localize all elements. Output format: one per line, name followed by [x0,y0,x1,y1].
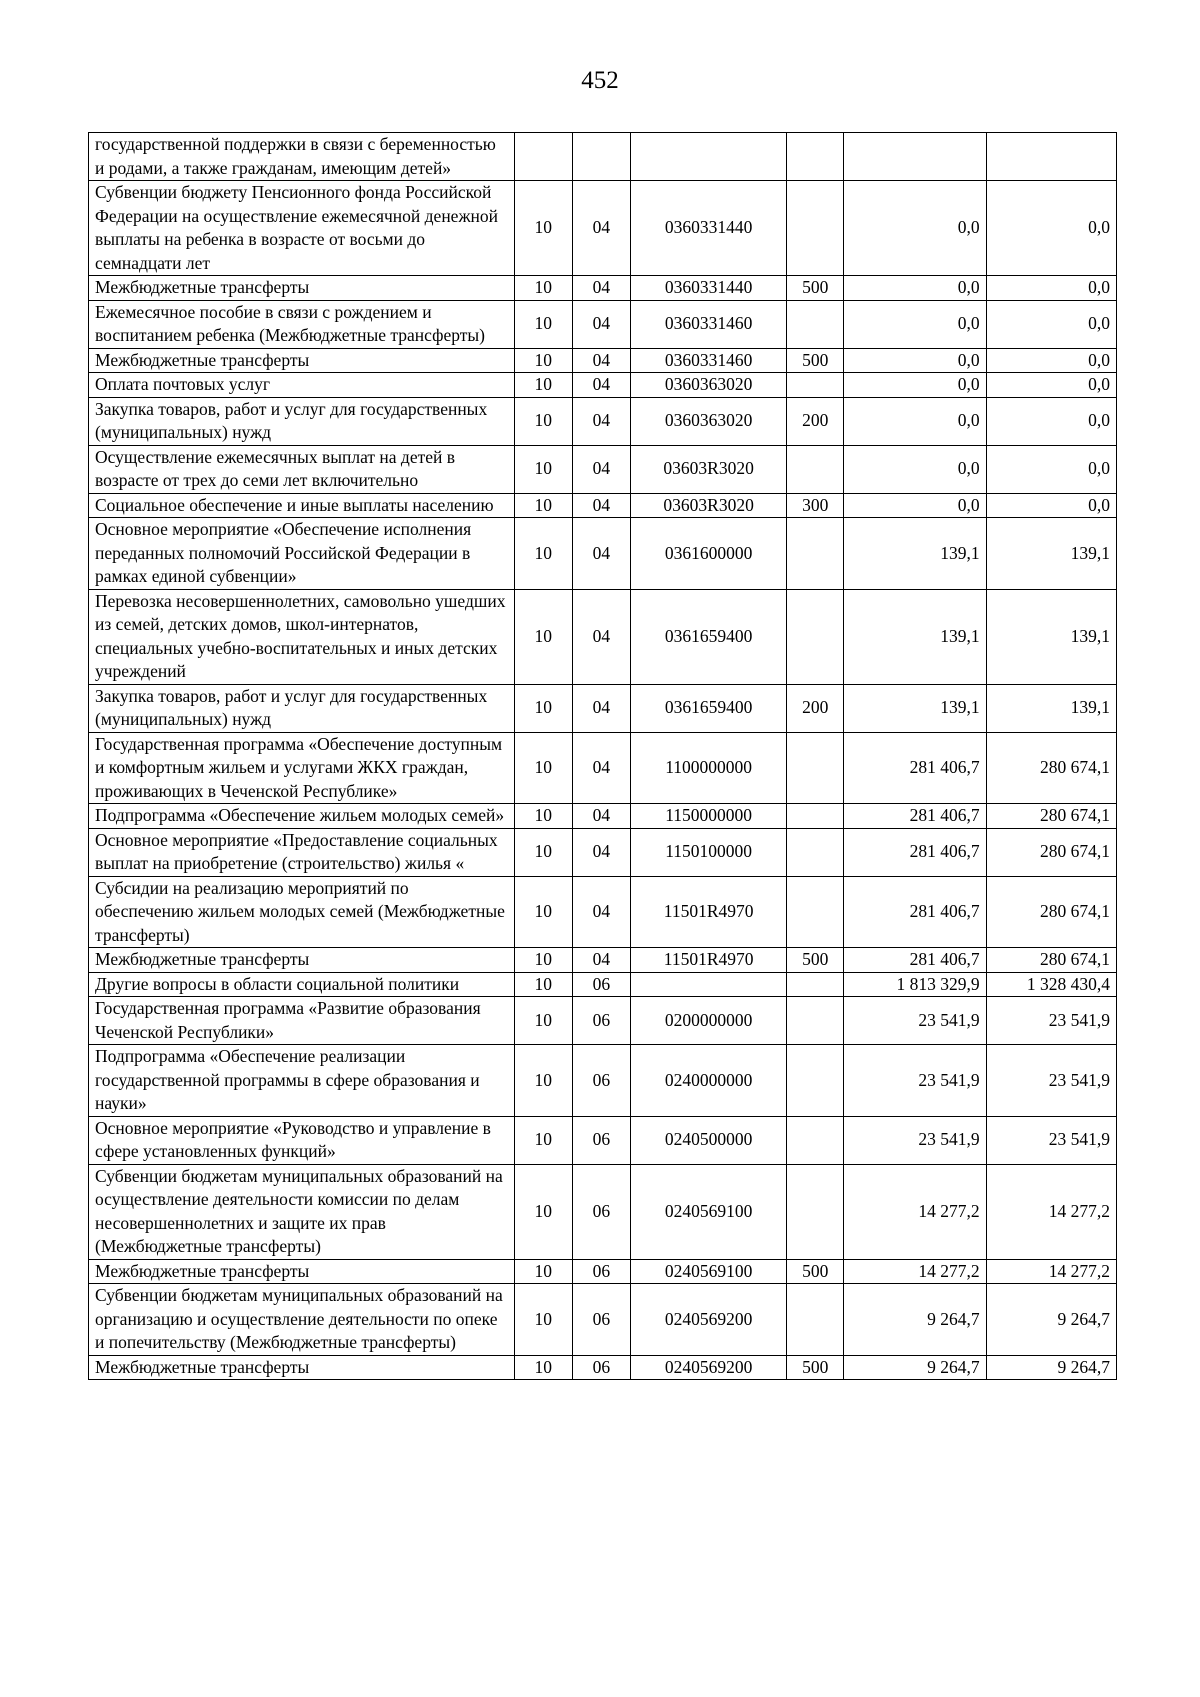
expense-type-code-cell [787,445,844,493]
amount-year-2-cell: 23 541,9 [986,1045,1116,1117]
amount-year-1-cell: 281 406,7 [844,732,986,804]
row-name-cell: Государственная программа «Обеспечение доступным и комфортным жильем и услугами ЖКХ граждан, проживающих в Чеченской Республике» [89,732,515,804]
amount-year-2-cell: 139,1 [986,684,1116,732]
expense-type-code-cell [787,1116,844,1164]
amount-year-1-cell: 14 277,2 [844,1164,986,1259]
expense-type-code-cell [787,373,844,398]
table-row [89,373,1117,398]
target-article-code-cell: 0360363020 [631,397,787,445]
expense-type-code-cell [787,518,844,590]
amount-year-1-cell: 139,1 [844,684,986,732]
section-code-cell: 10 [514,828,572,876]
target-article-code-cell: 0240569100 [631,1164,787,1259]
expense-type-code-cell: 500 [787,948,844,973]
amount-year-1-cell: 281 406,7 [844,948,986,973]
section-code-cell: 10 [514,300,572,348]
row-name-cell: Подпрограмма «Обеспечение реализации государственной программы в сфере образования и науки» [89,1045,515,1117]
row-name-cell: Государственная программа «Развитие образования Чеченской Республики» [89,997,515,1045]
section-code-cell: 10 [514,1116,572,1164]
row-name-cell: государственной поддержки в связи с беременностью и родами, а также гражданам, имеющим детей» [89,133,515,181]
expense-type-code-cell [787,828,844,876]
section-code-cell: 10 [514,397,572,445]
subsection-code-cell: 04 [572,732,630,804]
amount-year-2-cell: 139,1 [986,589,1116,684]
section-code-cell: 10 [514,493,572,518]
subsection-code-cell: 06 [572,1259,630,1284]
table-row [89,1116,1117,1164]
row-name-cell: Субвенции бюджетам муниципальных образований на организацию и осуществление деятельности по опеке и попечительству (Межбюджетные трансферты) [89,1284,515,1356]
table-row [89,348,1117,373]
section-code-cell: 10 [514,684,572,732]
amount-year-2-cell: 280 674,1 [986,804,1116,829]
table-row [89,804,1117,829]
expense-type-code-cell [787,181,844,276]
amount-year-1-cell: 0,0 [844,373,986,398]
subsection-code-cell: 04 [572,397,630,445]
expense-type-code-cell: 500 [787,1259,844,1284]
table-row [89,972,1117,997]
target-article-code-cell: 0360331440 [631,276,787,301]
table-row [89,1164,1117,1259]
section-code-cell: 10 [514,181,572,276]
amount-year-2-cell: 23 541,9 [986,997,1116,1045]
table-row [89,732,1117,804]
amount-year-1-cell: 23 541,9 [844,997,986,1045]
section-code-cell [514,133,572,181]
amount-year-2-cell: 0,0 [986,397,1116,445]
target-article-code-cell: 0240569100 [631,1259,787,1284]
target-article-code-cell: 0240500000 [631,1116,787,1164]
section-code-cell: 10 [514,589,572,684]
section-code-cell: 10 [514,972,572,997]
section-code-cell: 10 [514,1045,572,1117]
section-code-cell: 10 [514,804,572,829]
subsection-code-cell: 04 [572,348,630,373]
target-article-code-cell: 03603R3020 [631,493,787,518]
row-name-cell: Основное мероприятие «Руководство и управление в сфере установленных функций» [89,1116,515,1164]
subsection-code-cell: 06 [572,997,630,1045]
subsection-code-cell: 04 [572,518,630,590]
amount-year-2-cell: 280 674,1 [986,948,1116,973]
expense-type-code-cell [787,589,844,684]
amount-year-2-cell: 0,0 [986,300,1116,348]
amount-year-2-cell: 280 674,1 [986,876,1116,948]
row-name-cell: Социальное обеспечение и иные выплаты населению [89,493,515,518]
target-article-code-cell: 0360363020 [631,373,787,398]
target-article-code-cell: 11501R4970 [631,948,787,973]
target-article-code-cell: 11501R4970 [631,876,787,948]
row-name-cell: Межбюджетные трансферты [89,948,515,973]
section-code-cell: 10 [514,876,572,948]
subsection-code-cell: 06 [572,1355,630,1380]
amount-year-1-cell: 281 406,7 [844,876,986,948]
table-row [89,948,1117,973]
row-name-cell: Основное мероприятие «Предоставление социальных выплат на приобретение (строительство) жилья « [89,828,515,876]
subsection-code-cell: 04 [572,684,630,732]
amount-year-2-cell: 0,0 [986,276,1116,301]
amount-year-1-cell: 0,0 [844,397,986,445]
expense-type-code-cell [787,997,844,1045]
section-code-cell: 10 [514,276,572,301]
section-code-cell: 10 [514,1164,572,1259]
table-row [89,997,1117,1045]
subsection-code-cell: 04 [572,181,630,276]
subsection-code-cell: 06 [572,972,630,997]
row-name-cell: Осуществление ежемесячных выплат на детей в возрасте от трех до семи лет включительно [89,445,515,493]
section-code-cell: 10 [514,1355,572,1380]
amount-year-1-cell [844,133,986,181]
budget-table [88,132,1117,1380]
amount-year-2-cell: 0,0 [986,181,1116,276]
target-article-code-cell: 03603R3020 [631,445,787,493]
amount-year-1-cell: 0,0 [844,493,986,518]
amount-year-1-cell: 139,1 [844,589,986,684]
row-name-cell: Другие вопросы в области социальной политики [89,972,515,997]
table-row [89,1045,1117,1117]
table-row [89,397,1117,445]
section-code-cell: 10 [514,1284,572,1356]
target-article-code-cell: 0200000000 [631,997,787,1045]
expense-type-code-cell: 200 [787,684,844,732]
amount-year-1-cell: 9 264,7 [844,1355,986,1380]
target-article-code-cell: 0240000000 [631,1045,787,1117]
expense-type-code-cell: 500 [787,348,844,373]
amount-year-1-cell: 0,0 [844,445,986,493]
table-row [89,828,1117,876]
subsection-code-cell: 04 [572,373,630,398]
section-code-cell: 10 [514,518,572,590]
target-article-code-cell: 0240569200 [631,1355,787,1380]
target-article-code-cell [631,972,787,997]
subsection-code-cell: 04 [572,493,630,518]
amount-year-2-cell: 14 277,2 [986,1164,1116,1259]
amount-year-1-cell: 281 406,7 [844,828,986,876]
subsection-code-cell: 04 [572,300,630,348]
table-row [89,1259,1117,1284]
expense-type-code-cell [787,133,844,181]
amount-year-1-cell: 1 813 329,9 [844,972,986,997]
amount-year-2-cell: 23 541,9 [986,1116,1116,1164]
subsection-code-cell: 04 [572,948,630,973]
table-row [89,684,1117,732]
section-code-cell: 10 [514,997,572,1045]
target-article-code-cell: 1150000000 [631,804,787,829]
amount-year-2-cell: 0,0 [986,445,1116,493]
row-name-cell: Закупка товаров, работ и услуг для государственных (муниципальных) нужд [89,397,515,445]
row-name-cell: Межбюджетные трансферты [89,348,515,373]
amount-year-2-cell: 0,0 [986,493,1116,518]
amount-year-1-cell: 14 277,2 [844,1259,986,1284]
expense-type-code-cell: 300 [787,493,844,518]
expense-type-code-cell [787,300,844,348]
amount-year-2-cell: 280 674,1 [986,828,1116,876]
expense-type-code-cell: 500 [787,1355,844,1380]
expense-type-code-cell [787,1284,844,1356]
table-row [89,133,1117,181]
row-name-cell: Оплата почтовых услуг [89,373,515,398]
amount-year-1-cell: 23 541,9 [844,1045,986,1117]
subsection-code-cell: 04 [572,445,630,493]
subsection-code-cell: 06 [572,1116,630,1164]
amount-year-2-cell: 280 674,1 [986,732,1116,804]
subsection-code-cell: 04 [572,276,630,301]
amount-year-1-cell: 139,1 [844,518,986,590]
target-article-code-cell: 0360331460 [631,348,787,373]
amount-year-2-cell: 9 264,7 [986,1284,1116,1356]
table-body [89,133,1117,1380]
expense-type-code-cell: 200 [787,397,844,445]
subsection-code-cell [572,133,630,181]
amount-year-1-cell: 23 541,9 [844,1116,986,1164]
amount-year-1-cell: 0,0 [844,300,986,348]
target-article-code-cell: 0240569200 [631,1284,787,1356]
amount-year-1-cell: 0,0 [844,276,986,301]
section-code-cell: 10 [514,948,572,973]
section-code-cell: 10 [514,445,572,493]
section-code-cell: 10 [514,373,572,398]
row-name-cell: Ежемесячное пособие в связи с рождением и воспитанием ребенка (Межбюджетные трансферты) [89,300,515,348]
target-article-code-cell: 0360331440 [631,181,787,276]
amount-year-2-cell: 139,1 [986,518,1116,590]
table-row [89,1355,1117,1380]
expense-type-code-cell [787,972,844,997]
expense-type-code-cell [787,732,844,804]
table-row [89,493,1117,518]
row-name-cell: Основное мероприятие «Обеспечение исполнения переданных полномочий Российской Федерации в рамках единой субвенции» [89,518,515,590]
table-row [89,876,1117,948]
expense-type-code-cell [787,1164,844,1259]
amount-year-2-cell: 14 277,2 [986,1259,1116,1284]
target-article-code-cell [631,133,787,181]
amount-year-2-cell [986,133,1116,181]
amount-year-1-cell: 0,0 [844,181,986,276]
section-code-cell: 10 [514,732,572,804]
expense-type-code-cell [787,804,844,829]
target-article-code-cell: 0361659400 [631,589,787,684]
target-article-code-cell: 1100000000 [631,732,787,804]
subsection-code-cell: 04 [572,828,630,876]
page-number: 452 [581,67,619,94]
amount-year-1-cell: 0,0 [844,348,986,373]
expense-type-code-cell [787,1045,844,1117]
expense-type-code-cell: 500 [787,276,844,301]
subsection-code-cell: 04 [572,589,630,684]
subsection-code-cell: 04 [572,804,630,829]
table-row [89,276,1117,301]
row-name-cell: Межбюджетные трансферты [89,276,515,301]
target-article-code-cell: 0360331460 [631,300,787,348]
subsection-code-cell: 06 [572,1164,630,1259]
table-row [89,518,1117,590]
subsection-code-cell: 06 [572,1045,630,1117]
row-name-cell: Субвенции бюджетам муниципальных образований на осуществление деятельности комиссии по делам несовершеннолетних и защите их прав (Межбюджетные трансферты) [89,1164,515,1259]
amount-year-2-cell: 0,0 [986,373,1116,398]
row-name-cell: Межбюджетные трансферты [89,1355,515,1380]
target-article-code-cell: 1150100000 [631,828,787,876]
table-row [89,589,1117,684]
amount-year-2-cell: 9 264,7 [986,1355,1116,1380]
subsection-code-cell: 04 [572,876,630,948]
amount-year-2-cell: 1 328 430,4 [986,972,1116,997]
target-article-code-cell: 0361659400 [631,684,787,732]
row-name-cell: Подпрограмма «Обеспечение жильем молодых семей» [89,804,515,829]
expense-type-code-cell [787,876,844,948]
row-name-cell: Перевозка несовершеннолетних, самовольно ушедших из семей, детских домов, школ-интернатов, специальных учебно-воспитательных и иных детских учреждений [89,589,515,684]
amount-year-1-cell: 9 264,7 [844,1284,986,1356]
amount-year-2-cell: 0,0 [986,348,1116,373]
row-name-cell: Субсидии на реализацию мероприятий по обеспечению жильем молодых семей (Межбюджетные трансферты) [89,876,515,948]
table-row [89,1284,1117,1356]
table-row [89,445,1117,493]
table-row [89,300,1117,348]
section-code-cell: 10 [514,1259,572,1284]
row-name-cell: Межбюджетные трансферты [89,1259,515,1284]
row-name-cell: Субвенции бюджету Пенсионного фонда Российской Федерации на осуществление ежемесячной денежной выплаты на ребенка в возрасте от восьми до семнадцати лет [89,181,515,276]
subsection-code-cell: 06 [572,1284,630,1356]
amount-year-1-cell: 281 406,7 [844,804,986,829]
table-row [89,181,1117,276]
target-article-code-cell: 0361600000 [631,518,787,590]
section-code-cell: 10 [514,348,572,373]
row-name-cell: Закупка товаров, работ и услуг для государственных (муниципальных) нужд [89,684,515,732]
